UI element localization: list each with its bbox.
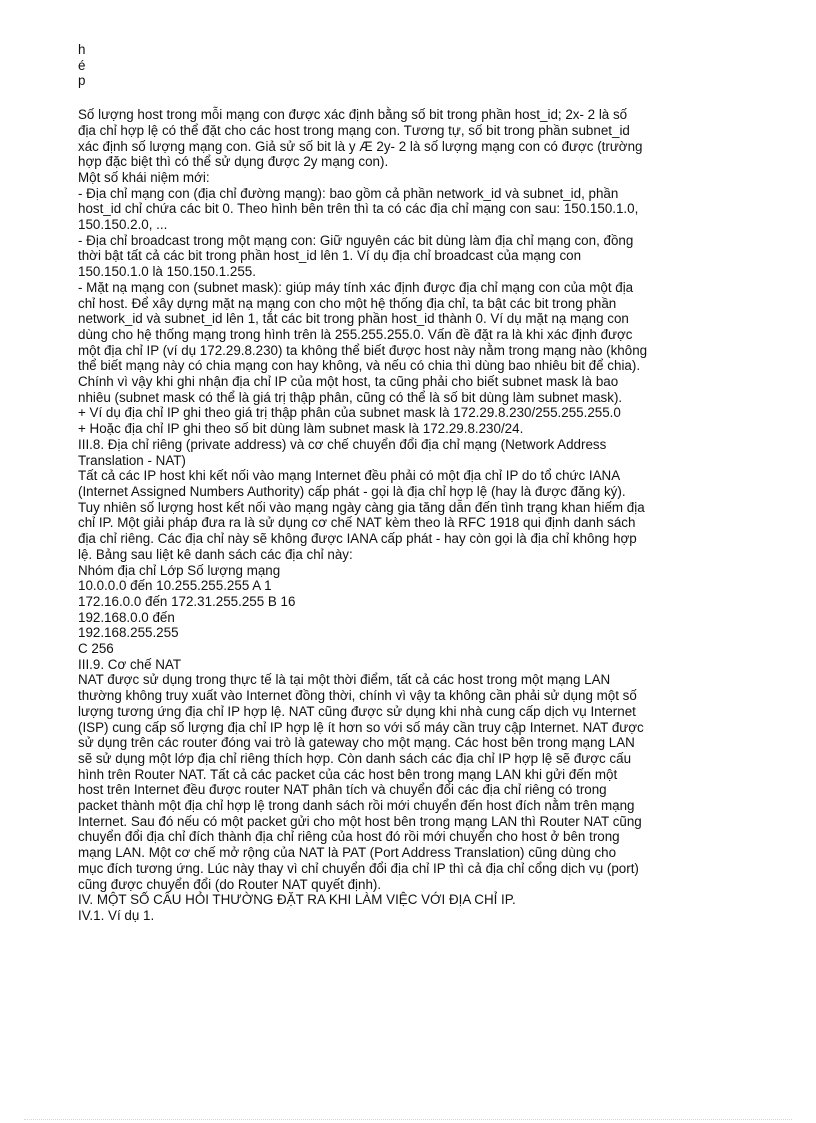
text-line: (ISP) cung cấp số lượng địa chỉ IP hợp lệ ít hơn so với số máy cần truy cập Internet. NAT được bbox=[78, 719, 644, 735]
page-bottom-divider bbox=[24, 1119, 792, 1120]
heading-letter: é bbox=[78, 57, 86, 73]
text-line: IV. MỘT SỐ CÂU HỎI THƯỜNG ĐẶT RA KHI LÀM VIỆC VỚI ĐỊA CHỈ IP. bbox=[78, 892, 516, 908]
text-line: Số lượng host trong mỗi mạng con được xác định bằng số bit trong phần host_id; 2x- 2 là số bbox=[78, 107, 628, 123]
text-line: host trên Internet đều được router NAT phân tích và chuyển đổi các địa chỉ riêng có trong bbox=[78, 782, 607, 798]
text-line: network_id và subnet_id lên 1, tắt các bit trong phần host_id thành 0. Ví dụ mặt nạ mạng con bbox=[78, 311, 629, 327]
document-body bbox=[78, 42, 768, 924]
text-line: Translation - NAT) bbox=[78, 452, 186, 468]
text-line: packet thành một địa chỉ hợp lệ trong danh sách rồi mới chuyển đến host đích nằm trên mạng bbox=[78, 798, 635, 814]
text-line: mục đích tương ứng. Lúc này thay vì chỉ chuyển đổi địa chỉ IP thì cả địa chỉ cổng dịch vụ (port) bbox=[78, 860, 639, 876]
text-line: Internet. Sau đó nếu có một packet gửi cho một host bên trong mạng LAN thì Router NAT cũng bbox=[78, 813, 642, 829]
text-line: nhiêu (subnet mask có thể là giá trị thập phân, cũng có thể là số bit dùng làm subnet mask). bbox=[78, 389, 623, 405]
text-line: Nhóm địa chỉ Lớp Số lượng mạng bbox=[78, 562, 281, 578]
text-line: 150.150.2.0, ... bbox=[78, 217, 168, 233]
text-line: + Ví dụ địa chỉ IP ghi theo giá trị thập phân của subnet mask là 172.29.8.230/255.255.255.0 bbox=[78, 405, 621, 421]
text-line: lượng tương ứng địa chỉ IP hợp lệ. NAT cũng được sử dụng khi nhà cung cấp dịch vụ Internet bbox=[78, 703, 636, 719]
text-line: sẽ sử dụng một lớp địa chỉ riêng thích hợp. Còn danh sách các địa chỉ IP hợp lệ sẽ được cấu bbox=[78, 750, 632, 766]
text-line: hình trên Router NAT. Tất cả các packet của các host bên trong mạng LAN khi gửi đến một bbox=[78, 766, 618, 782]
text-line: sử dụng trên các router đóng vai trò là gateway cho một mạng. Các host bên trong mạng LAN bbox=[78, 735, 635, 751]
text-line: thường không truy xuất vào Internet đồng thời, chính vì vậy ta không cần phải sử dụng một số bbox=[78, 688, 637, 704]
text-line: 172.16.0.0 đến 172.31.255.255 B 16 bbox=[78, 593, 296, 609]
text-line: địa chỉ hợp lệ có thể đặt cho các host trong mạng con. Tương tự, số bit trong phần subnet_id bbox=[78, 122, 630, 138]
text-line: NAT được sử dụng trong thực tế là tại một thời điểm, tất cả các host trong một mạng LAN bbox=[78, 672, 611, 688]
text-line: lệ. Bảng sau liệt kê danh sách các địa chỉ này: bbox=[78, 546, 353, 562]
text-line: địa chỉ riêng. Các địa chỉ này sẽ không được IANA cấp phát - hay còn gọi là địa chỉ không hợp bbox=[78, 531, 637, 547]
text-line: III.8. Địa chỉ riêng (private address) và cơ chế chuyển đổi địa chỉ mạng (Network Address bbox=[78, 436, 607, 452]
text-line: hợp đặc biệt thì có thể sử dụng được 2y mạng con). bbox=[78, 154, 389, 170]
text-line: thể biết mạng này có chia mạng con hay không, và nếu có chia thì dùng bao nhiêu bit để chia). bbox=[78, 358, 641, 374]
text-line: (Internet Assigned Numbers Authority) cấp phát - gọi là địa chỉ hợp lệ (hay là được đăng ký). bbox=[78, 483, 626, 499]
heading-letter: p bbox=[78, 73, 86, 89]
text-line: 10.0.0.0 đến 10.255.255.255 A 1 bbox=[78, 578, 272, 594]
text-line: cũng được chuyển đổi (do Router NAT quyết định). bbox=[78, 876, 382, 892]
paragraph-gap bbox=[78, 89, 768, 107]
text-line: 150.150.1.0 là 150.150.1.255. bbox=[78, 264, 256, 280]
text-line: - Địa chỉ mạng con (địa chỉ đường mạng): bao gồm cả phần network_id và subnet_id, phần bbox=[78, 185, 619, 201]
text-line: dùng cho hệ thống mạng trong hình trên là 255.255.255.0. Vấn đề đặt ra là khi xác định được bbox=[78, 326, 633, 342]
text-line: chuyển đổi địa chỉ đích thành địa chỉ riêng của host đó rồi mới chuyển cho host ở bên trong bbox=[78, 829, 620, 845]
text-line: Một số khái niệm mới: bbox=[78, 169, 210, 185]
heading-letter: h bbox=[78, 42, 86, 57]
text-line: 192.168.0.0 đến bbox=[78, 609, 175, 625]
text-line: chỉ host. Để xây dựng mặt nạ mạng con cho một hệ thống địa chỉ, ta bật các bit trong phần bbox=[78, 295, 617, 311]
text-line: + Hoặc địa chỉ IP ghi theo số bit dùng làm subnet mask là 172.29.8.230/24. bbox=[78, 421, 524, 437]
text-line: chỉ IP. Một giải pháp đưa ra là sử dụng cơ chế NAT kèm theo là RFC 1918 qui định danh sách bbox=[78, 515, 636, 531]
text-line: III.9. Cơ chế NAT bbox=[78, 656, 182, 672]
text-line: xác định số lượng mạng con. Giả sử số bit là y Æ 2y- 2 là số lượng mạng con có được (trường bbox=[78, 138, 643, 154]
text-line: thời bật tất cả các bit trong phần host_id lên 1. Ví dụ địa chỉ broadcast của mạng con bbox=[78, 248, 582, 264]
text-line: một địa chỉ IP (ví dụ 172.29.8.230) ta không thể biết được host này nằm trong mạng nào (không bbox=[78, 342, 648, 358]
text-line: 192.168.255.255 bbox=[78, 625, 179, 641]
text-line: host_id chỉ chứa các bit 0. Theo hình bên trên thì ta có các địa chỉ mạng con sau: 150.150.1.0, bbox=[78, 201, 639, 217]
text-line: mạng LAN. Một cơ chế mở rộng của NAT là PAT (Port Address Translation) cũng dùng cho bbox=[78, 845, 617, 861]
text-line: C 256 bbox=[78, 641, 114, 657]
text-line: - Mặt nạ mạng con (subnet mask): giúp máy tính xác định được địa chỉ mạng con của một địa bbox=[78, 279, 634, 295]
text-line: Chính vì vậy khi ghi nhận địa chỉ IP của một host, ta cũng phải cho biết subnet mask là bao bbox=[78, 374, 619, 390]
text-line: Tuy nhiên số lượng host kết nối vào mạng ngày càng gia tăng dẫn đến tình trạng khan hiếm địa bbox=[78, 499, 645, 515]
text-line: - Địa chỉ broadcast trong một mạng con: Giữ nguyên các bit dùng làm địa chỉ mạng con, đồng bbox=[78, 232, 634, 248]
text-line: Tất cả các IP host khi kết nối vào mạng Internet đều phải có một địa chỉ IP do tổ chức IANA bbox=[78, 468, 621, 484]
text-line: IV.1. Ví dụ 1. bbox=[78, 907, 155, 923]
